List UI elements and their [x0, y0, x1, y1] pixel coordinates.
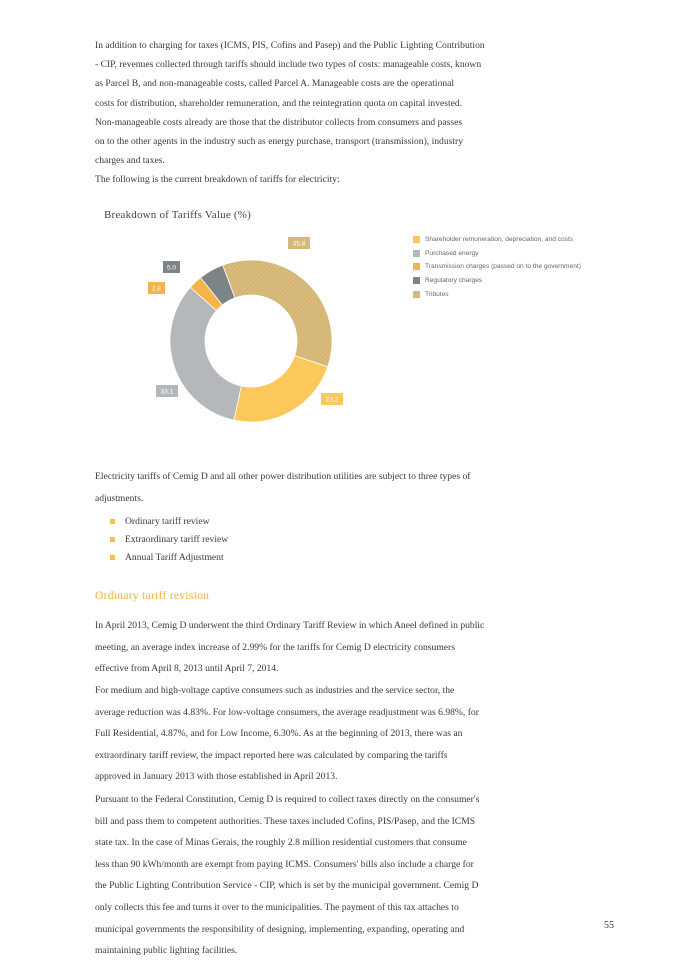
taxes-paragraph [95, 789, 505, 962]
list-item [110, 512, 228, 530]
list-item [110, 549, 228, 567]
legend-label: Transmission charges (passed on to the government) [425, 263, 581, 271]
bullet-square-icon [110, 519, 115, 524]
legend-item [413, 274, 581, 288]
slice-tributes [223, 260, 332, 367]
data-label-shareholder [321, 393, 343, 405]
text-line: Non-manageable costs already are those that the distributor collects from consumers and passes [95, 116, 463, 128]
text-line: - CIP, revenues collected through tariffs should include two types of costs: manageable costs, known [95, 59, 482, 71]
legend-swatch [413, 236, 420, 243]
text-line: only collects this fee and turns it over to the municipalities. The payment of this tax attaches to [95, 901, 459, 913]
data-label-purchased-energy [156, 385, 178, 397]
legend-swatch [413, 277, 420, 284]
page-number: 55 [604, 920, 614, 931]
text-line: municipal governments the responsibility of designing, implementing, expanding, operating and [95, 923, 465, 935]
text-line: The following is the current breakdown of tariffs for electricity: [95, 174, 340, 186]
text-line: Electricity tariffs of Cemig D and all other power distribution utilities are subject to three types of [95, 471, 471, 482]
data-label-text: 23.2 [325, 396, 339, 404]
legend-item [413, 247, 581, 261]
text-line: For medium and high-voltage captive consumers such as industries and the service sector, the [95, 685, 455, 696]
legend-label: Shareholder remuneration, depreciation, and costs [425, 236, 574, 244]
legend-item [413, 260, 581, 274]
data-label-text: 35.8 [292, 240, 306, 248]
legend-item [413, 233, 581, 247]
legend-label: Tributes [425, 290, 449, 298]
data-label-text: 5.0 [166, 264, 177, 272]
legend-swatch [413, 291, 420, 298]
data-label-text: 33.1 [160, 388, 174, 396]
consumers-paragraph [95, 680, 505, 788]
bullet-square-icon [110, 555, 115, 560]
text-line: state tax. In the case of Minas Gerais, the roughly 2.8 million residential customers that consume [95, 837, 467, 849]
adjustments-paragraph [95, 466, 505, 509]
text-line: approved in January 2013 with those established in April 2013. [95, 771, 338, 783]
text-line: maintaining public lighting facilities. [95, 945, 238, 957]
legend-item [413, 287, 581, 301]
legend-label: Regulatory charges [425, 277, 483, 285]
slice-shareholder [234, 356, 328, 422]
legend-swatch [413, 263, 420, 270]
text-line: bill and pass them to competent authorities. These taxes included Cofins, PIS/Pasep, and the ICMS [95, 815, 476, 827]
text-line: average reduction was 4.83%. For low-voltage consumers, the average readjustment was 6.98%, for [95, 706, 479, 718]
slice-purchased-energy [170, 287, 241, 420]
intro-paragraph [95, 36, 510, 190]
text-line: on to the other agents in the industry such as energy purchase, transport (transmission), industry [95, 136, 464, 148]
adjustment-types-list [110, 512, 228, 567]
text-line: effective from April 8, 2013 until April 7, 2014. [95, 663, 279, 675]
data-label-regulatory [163, 261, 180, 273]
bullet-square-icon [110, 537, 115, 542]
chart-title: Breakdown of Tariffs Value (%) [104, 209, 251, 221]
data-label-text: 2.8 [151, 285, 162, 293]
list-item-label: Ordinary tariff review [125, 515, 210, 527]
legend-swatch [413, 250, 420, 257]
text-line: the Public Lighting Contribution Service - CIP, which is set by the municipal government. Cemig D [95, 880, 479, 892]
text-line: Pursuant to the Federal Constitution, Cemig D is required to collect taxes directly on the consumer's [95, 794, 480, 805]
text-line: meeting, an average index increase of 2.99% for the tariffs for Cemig D electricity consumers [95, 641, 455, 653]
text-line: In addition to charging for taxes (ICMS, PIS, Cofins and Pasep) and the Public Lighting Contribution [95, 40, 485, 51]
list-item [110, 530, 228, 548]
text-line: as Parcel B, and non-manageable costs, called Parcel A. Manageable costs are the operational [95, 78, 455, 90]
text-line: extraordinary tariff review, the impact reported here was calculated by comparing the tariffs [95, 749, 448, 761]
text-line: Full Residential, 4.87%, and for Low Income, 6.30%. As at the beginning of 2013, there was an [95, 728, 463, 740]
donut-chart [140, 230, 360, 430]
legend-label: Purchased energy [425, 249, 479, 257]
text-line: less than 90 kWh/month are exempt from paying ICMS. Consumers' bills also include a charge for [95, 858, 474, 870]
list-item-label: Annual Tariff Adjustment [125, 552, 224, 564]
text-line: charges and taxes. [95, 155, 165, 167]
chart-legend [413, 233, 581, 301]
data-label-tributes [288, 237, 310, 249]
section-heading: Ordinary tariff revision [95, 590, 210, 602]
text-line: adjustments. [95, 492, 144, 504]
review-paragraph [95, 615, 505, 680]
text-line: In April 2013, Cemig D underwent the third Ordinary Tariff Review in which Aneel defined in public [95, 620, 485, 631]
data-label-transmission [148, 282, 165, 294]
list-item-label: Extraordinary tariff review [125, 533, 229, 545]
text-line: costs for distribution, shareholder remuneration, and the reintegration quota on capital invested. [95, 97, 463, 109]
